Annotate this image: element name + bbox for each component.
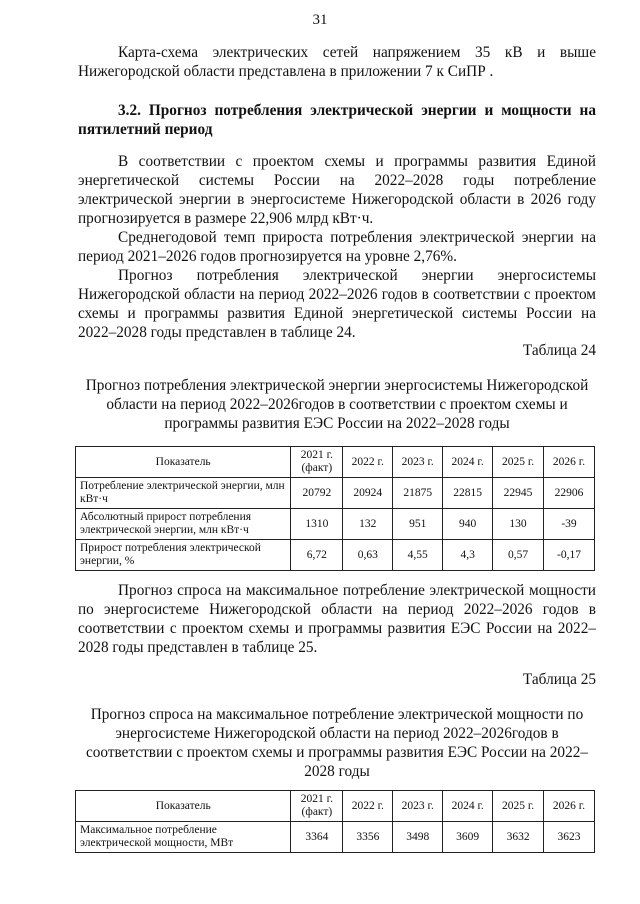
table-24-header: Показатель: [76, 447, 291, 478]
cell-value: 22906: [544, 478, 595, 509]
cell-value: 20792: [291, 478, 343, 509]
cell-value: 940: [443, 509, 493, 540]
table-24-header: 2023 г.: [393, 447, 443, 478]
table-25-header: 2025 г.: [493, 791, 544, 822]
cell-value: 3609: [443, 822, 493, 853]
cell-value: 132: [343, 509, 393, 540]
intro-block: [78, 43, 596, 81]
table-25: [75, 790, 595, 853]
table-25-header: 2021 г. (факт): [291, 791, 343, 822]
table-25-label: Таблица 25: [522, 671, 596, 688]
cell-value: 20924: [343, 478, 393, 509]
cell-value: -0,17: [544, 540, 595, 571]
cell-value: 951: [393, 509, 443, 540]
row-label: Максимальное потребление электрической мощности, МВт: [76, 822, 291, 853]
paragraph-1: В соответствии с проектом схемы и программы развития Единой энергетической системы России на 2022–2028 годы потребление электрической энергии в энергосистеме Нижегородской области в 2026 году прогнозируется в размере 22,906 млрд кВт·ч.: [78, 153, 596, 227]
paragraph-after-table-24: Прогноз спроса на максимальное потребление электрической мощности по энергосистеме Нижегородской области на период 2022–2026 годов в соответствии с проектом схемы и программы развития ЕЭС России на 2022–2028 годы представлен в таблице 25.: [78, 582, 596, 656]
cell-value: 1310: [291, 509, 343, 540]
cell-value: 6,72: [291, 540, 343, 571]
cell-value: 3498: [393, 822, 443, 853]
table-24-label: Таблица 24: [522, 342, 596, 359]
table-24: [75, 446, 595, 571]
table-24-header: 2022 г.: [343, 447, 393, 478]
body-text-2: [78, 581, 596, 657]
row-label: Прирост потребления электрической энергии, %: [76, 540, 291, 571]
section-heading: 3.2. Прогноз потребления электрической энергии и мощности на пятилетний период: [78, 102, 596, 138]
cell-value: 130: [493, 509, 544, 540]
table-row: [76, 540, 595, 571]
table-25-header: 2024 г.: [443, 791, 493, 822]
table-25-header: 2023 г.: [393, 791, 443, 822]
table-row: [76, 822, 595, 853]
intro-paragraph: Карта-схема электрических сетей напряжением 35 кВ и выше Нижегородской области представлена в приложении 7 к СиПР .: [78, 44, 596, 80]
page-number: 31: [312, 12, 328, 28]
paragraph-3: Прогноз потребления электрической энергии энергосистемы Нижегородской области на период 2022–2026 годов в соответствии с проектом схемы и программы развития Единой энергетической системы России на 2022–2028 годы представлен в таблице 24.: [78, 267, 596, 341]
cell-value: 3364: [291, 822, 343, 853]
table-24-header-row: [76, 447, 595, 478]
table-25-title: Прогноз спроса на максимальное потребление электрической мощности по энергосистеме Нижегородской области на период 2022–2026годов в соответствии с проектом схемы и программы развития ЕЭС России на 2022–2028 годы: [85, 706, 589, 780]
row-label: Абсолютный прирост потребления электрической энергии, млн кВт·ч: [76, 509, 291, 540]
cell-value: 0,63: [343, 540, 393, 571]
table-25-header: 2026 г.: [544, 791, 595, 822]
table-24-header: 2025 г.: [493, 447, 544, 478]
cell-value: 21875: [393, 478, 443, 509]
table-24-header: 2021 г. (факт): [291, 447, 343, 478]
table-25-header: 2022 г.: [343, 791, 393, 822]
cell-value: 3623: [544, 822, 595, 853]
cell-value: 3632: [493, 822, 544, 853]
body-text: [78, 152, 596, 342]
table-24-header: 2026 г.: [544, 447, 595, 478]
cell-value: 0,57: [493, 540, 544, 571]
cell-value: 22945: [493, 478, 544, 509]
table-row: [76, 478, 595, 509]
table-24-title: Прогноз потребления электрической энергии энергосистемы Нижегородской области на период 2022–2026годов в соответствии с проектом схемы и программы развития ЕЭС России на 2022–2028 годы: [85, 377, 589, 432]
paragraph-2: Среднегодовой темп прироста потребления электрической энергии на период 2021–2026 годов прогнозируется на уровне 2,76%.: [78, 229, 596, 265]
cell-value: -39: [544, 509, 595, 540]
row-label: Потребление электрической энергии, млн кВт·ч: [76, 478, 291, 509]
cell-value: 22815: [443, 478, 493, 509]
cell-value: 4,3: [443, 540, 493, 571]
cell-value: 3356: [343, 822, 393, 853]
table-25-header-row: [76, 791, 595, 822]
cell-value: 4,55: [393, 540, 443, 571]
table-row: [76, 509, 595, 540]
table-25-header: Показатель: [76, 791, 291, 822]
table-24-header: 2024 г.: [443, 447, 493, 478]
